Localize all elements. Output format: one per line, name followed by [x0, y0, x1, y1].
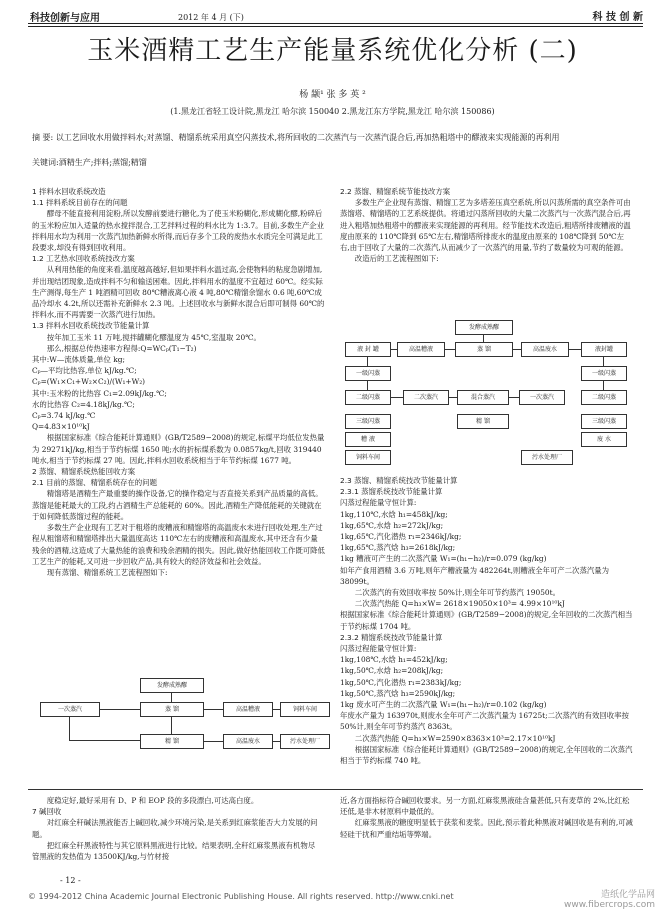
paragraph: 二次蒸汽热能 Q=h₃×W=2590×8363×10³=2.17×10¹⁰kJ [354, 733, 556, 743]
left-column [32, 186, 325, 578]
journal-name: 科技创新与应用 [30, 13, 100, 24]
flowchart-improved-lower [345, 414, 630, 474]
authors: 杨 颛¹ 张 多 英 ² [299, 90, 366, 100]
paragraph: 多数生产企业现有工艺对于粗塔的废糟液和精馏塔的高温废水未进行回收处理,生产过程从粗馏塔和精馏塔排出大量温度高达 110℃左右的废糟液和高温废水,其中还含有少量残余的酒精,这造成了大量热能的浪费和残余酒精的损失。因此,做好热能回收工作既可降低工艺生产的能耗,又可进一步回收产品,具有较大的经济效益和社会效益。 [32, 523, 325, 566]
line: 闪蒸过程能量守恒计算: [340, 498, 417, 508]
section-name: 科 技 创 新 [592, 12, 643, 23]
right-column-lower [340, 475, 633, 766]
flow-box-high-slurry: 高温糟液 [397, 342, 445, 357]
paragraph: 根据国家标准《综合能耗计算通则》(GB/T2589−2008)的规定,全年回收的二次蒸汽相当于节约标煤 1704 吨。 [340, 610, 633, 631]
paragraph: 二次蒸汽热能 Q=h₃×W= 2618×19050×10³= 4.99×10¹⁰kJ [354, 599, 565, 609]
flow-box-high-waste: 高温废水 [521, 342, 569, 357]
formula: 水的比热容 C₂=4.18kJ/kg.℃; [32, 399, 135, 409]
flow-box-rectify: 精 馏 [457, 414, 509, 429]
formula: 1kg,50℃,汽化潜热 r₁=2383kJ/kg; [340, 677, 462, 687]
flow-box-flash-stage-2: 二级闪蒸 [345, 390, 391, 405]
formula: Cₚ=(W₁×C₁+W₂×C₂)/(W₁+W₂) [32, 377, 146, 387]
subsection-heading: 2.2 蒸馏、精馏系统节能技改方案 [340, 187, 451, 196]
section-heading: 2 蒸馏、精馏系统热能回收方案 [32, 467, 136, 477]
flow-box-distill: 蒸 馏 [140, 702, 204, 717]
flow-box-distill: 蒸 馏 [455, 342, 513, 357]
paragraph: 年废水产量为 163970t,则废水全年可产二次蒸汽量为 16725t;二次蒸汽的有效回收率按 50%计,则全年可节约蒸汽 8363t。 [340, 711, 629, 732]
section-divider [28, 789, 643, 790]
subsection-heading: 2.3.1 蒸馏系统技改节能量计算 [340, 487, 443, 497]
right-column [340, 186, 633, 264]
flow-box-primary-steam: 一次蒸汽 [40, 702, 100, 717]
issue-date: 2012 年 4 月 (下) [178, 13, 244, 22]
flow-box-slurry: 糟 液 [345, 432, 391, 447]
copyright-footer: © 1994-2012 China Academic Journal Electronic Publishing House. All rights reserved. http://www.cnki.net [28, 892, 454, 901]
paragraph: 对红麻全秆碱法黑液能否上碱回收,减少环境污染,是关系到红麻浆能否大力发展的问题。 [32, 818, 318, 839]
subsection-heading: 2.1 目前的蒸馏、精馏系统存在的问题 [32, 478, 157, 488]
bottom-right [340, 795, 633, 840]
paragraph: 度稳定好,最好采用有 D、P 和 EOP 段的多段漂白,可达高白度。 [46, 796, 259, 805]
flow-box-sewage: 污水处理厂 [521, 450, 573, 465]
formula: 1kg,50℃,水焓 h₂=208kJ/kg; [340, 666, 444, 676]
flow-box-fermenter: 发酵成熟醪 [455, 320, 513, 335]
formula: 1kg 糟液可产生的二次蒸汽量 W₁=(h₁−h₂)/r=0.079 (kg/kg) [340, 554, 547, 564]
flow-box-flash-stage-1-water: 一级闪蒸 [581, 366, 627, 381]
paragraph: 从利用热能的角度来看,温度越高越好,但如果拌料水温过高,会使物料的粘度急剧增加,并出现结团现象,造成拌料不匀和输送困难。因此,拌料用水的温度不宜超过 60℃。经实际生产测得,每生产 1 吨酒精可回收 80℃糟液离心液 4 吨,80℃精馏余馏水 0.6 吨,60℃成品冷却水 4.2t,所以还需补充新鲜水 2.3 吨。上述回收水与新鲜水混合后即可制得 60℃的拌料水,而不再需要一次蒸汽进行加热。 [32, 265, 325, 320]
watermark: 造纸化学品网 www.fibercrops.com [564, 890, 655, 910]
flow-box-sewage: 污水处理厂 [280, 734, 330, 749]
formula: 1kg,110℃,水焓 h₁=458kJ/kg; [340, 509, 448, 519]
formula: 1kg,65℃,蒸汽焓 h₃=2618kJ/kg; [340, 543, 456, 553]
section-heading: 7 碱回收 [32, 807, 62, 817]
keywords: 关键词:酒精生产;拌料;蒸馏;精馏 [32, 158, 147, 167]
paragraph: 现有蒸馏、精馏系统工艺流程图如下: [46, 567, 168, 577]
flow-box-flash-stage-3-water: 三级闪蒸 [581, 414, 627, 429]
flow-box-flash-stage-3: 三级闪蒸 [345, 414, 391, 429]
paragraph: 红麻浆黑液的糖度明显低于获浆和麦浆。因此,预示着此种黑液对碱回收是有利的,可减轻硅干扰和严重结垢等弊端。 [340, 818, 633, 839]
header-rule-thin [28, 26, 643, 27]
flow-box-flash-stage-1: 一级闪蒸 [345, 366, 391, 381]
paragraph: 改造后的工艺流程图如下: [354, 254, 439, 264]
paragraph: 醪母不能直接利用淀粉,所以发酵前要进行糖化,为了使玉米粉糊化,形成糊化醪,粉碎后的玉米粉应加入适量的热水搅拌混合,工艺拌料过程的料水比为 1:3.7。目前,多数生产企业拌料用水均为利用一次蒸汽加热新鲜水所得,而后存多个工段的废热水水质完全可满足此工段要求,却没有得到回收利用。 [32, 209, 325, 253]
paragraph: 把红麻全秆黑液特性与其它原料黑液进行比较。结果表明,全秆红麻浆黑液有机物尽管黑液的发热值为 13500KJ/kg,与竹材接 [32, 840, 316, 862]
paragraph: 近,各方面指标符合碱回收要求。另一方面,红麻浆黑液硅含量甚低,只有麦草的 2%,比红松还低,是非木材原料中最低的。 [340, 796, 630, 817]
flow-box-rectify: 精 馏 [140, 734, 204, 749]
formula: 1kg 废水可产生的二次蒸汽量 W₁=(h₁−h₂)/r=0.102 (kg/kg) [340, 700, 547, 710]
paragraph: 根据国家标准《综合能耗计算通则》(GB/T2589−2008)的规定,标煤平均低位发热量为 29271kJ/kg,相当于节约标煤 1650 吨;水的折标煤系数为 0.0857kg/t,回收 319440 吨水,相当于节约标煤 27 吨。因此,拌料水回收系统相当于年节约标煤 1677 吨。 [32, 433, 325, 465]
paragraph: 二次蒸汽的有效回收率按 50%计,则全年可节约蒸汽 19050t。 [354, 588, 560, 598]
bottom-left [32, 795, 322, 862]
line: 闪蒸过程能量守恒计算: [340, 644, 417, 654]
flow-box-feed-workshop: 饲料车间 [345, 450, 391, 465]
formula: 那么,根据总传热速率方程得:Q=WCₚ(T₁−T₂) [46, 343, 197, 353]
formula: 其中:玉米粉的比热容 C₁=2.09kJ/kg.℃; [32, 388, 167, 398]
abstract: 摘 要: 以工艺回收水用做拌料水;对蒸馏、精馏系统采用真空闪蒸技术,将所回收的二次蒸汽与一次蒸汽混合后,再加热粗塔中的醪液来实现能源的再利用 [32, 133, 560, 142]
flow-box-waste: 废 水 [581, 432, 627, 447]
flow-box-secondary-steam: 二次蒸汽 [403, 390, 449, 405]
affiliations: (1.黑龙江省轻工设计院,黑龙江 哈尔滨 150040 2.黑龙江东方学院,黑龙江 哈尔滨 150086) [170, 107, 495, 116]
flow-box-high-slurry: 高温糟液 [223, 702, 273, 717]
flow-box-seal-tank-left: 液 封 罐 [345, 342, 391, 357]
paragraph: 根据国家标准《综合能耗计算通则》(GB/T2589−2008)的规定,全年回收的二次蒸汽相当于节约标煤 740 吨。 [340, 744, 633, 766]
header-rule [28, 23, 643, 24]
section-heading: 1 拌料水回收系统改造 [32, 187, 106, 196]
paper-title: 玉米酒精工艺生产能量系统优化分析 (二) [87, 36, 578, 66]
formula: 其中:W—流体质量,单位 kg; [32, 355, 126, 365]
page-number: - 12 - [60, 876, 81, 885]
formula: 1kg,65℃,汽化潜热 r₁=2346kJ/kg; [340, 532, 462, 542]
paragraph: 精馏塔是酒精生产最重要的操作设备,它的操作稳定与否直接关系到产品质量的高低。蒸馏是能耗最大的工段,约占酒精生产总能耗的 60%。因此,酒精生产降低能耗的关键就在于如何降低蒸馏过程的能耗。 [32, 489, 323, 521]
subsection-heading: 1.2 工艺热水回收系统技改方案 [32, 254, 135, 264]
flow-box-primary-steam: 一次蒸汽 [519, 390, 565, 405]
flow-box-feed-workshop: 饲料车间 [280, 702, 330, 717]
formula: 1kg,50℃,蒸汽焓 h₃=2590kJ/kg; [340, 688, 456, 698]
paragraph: 按年加工玉米 11 万吨,搅拌罐糊化醪温度为 45℃,室温取 20℃。 [46, 332, 261, 342]
flow-box-mixed-steam: 混合蒸汽 [457, 390, 509, 405]
flow-box-high-waste: 高温废水 [223, 734, 273, 749]
formula: 1kg,108℃,水焓 h₁=452kJ/kg; [340, 655, 448, 665]
formula: Q=4.83×10¹⁰kJ [32, 422, 90, 432]
paragraph: 如年产食用酒精 3.6 万吨,则年产糟液量为 482264t,则糟液全年可产二次蒸汽量为 38099t。 [340, 565, 610, 586]
flowchart-existing [40, 678, 330, 783]
formula: Cₚ—平均比热容,单位 kJ/kg.℃; [32, 366, 137, 376]
formula: Cₚ=3.74 kJ/kg.℃ [32, 411, 96, 421]
paragraph: 多数生产企业现有蒸馏、精馏工艺为多塔差压真空系统,所以闪蒸所需的真空条件可由蒸馏塔、精馏塔的工艺系统提供。将通过闪蒸所回收的大量二次蒸汽与一次蒸汽混合后,再进入粗塔加热粗塔中的醪液来实现能源的再利用。经节能技术改造后,粗塔所排废糟液的温度由原来的 110℃降到 65℃左右,精馏塔所排废水的温度由原来的 108℃降到 50℃左右,由于回收了大量的二次蒸汽,从而减少了一次蒸汽的用量,节约了数量较为可观的能源。 [340, 198, 631, 253]
flow-box-seal-tank-right: 液封罐 [581, 342, 627, 357]
flow-box-fermenter: 发酵成熟醪 [140, 678, 204, 693]
formula: 1kg,65℃,水焓 h₂=272kJ/kg; [340, 520, 444, 530]
subsection-heading: 2.3.2 精馏系统技改节能量计算 [340, 632, 443, 642]
subsection-heading: 2.3 蒸馏、精馏系统技改节能量计算 [340, 476, 458, 485]
subsection-heading: 1.3 拌料水回收系统技改节能量计算 [32, 321, 150, 331]
subsection-heading: 1.1 拌料系统目前存在的问题 [32, 198, 128, 208]
flow-box-flash-stage-2-water: 二级闪蒸 [581, 390, 627, 405]
